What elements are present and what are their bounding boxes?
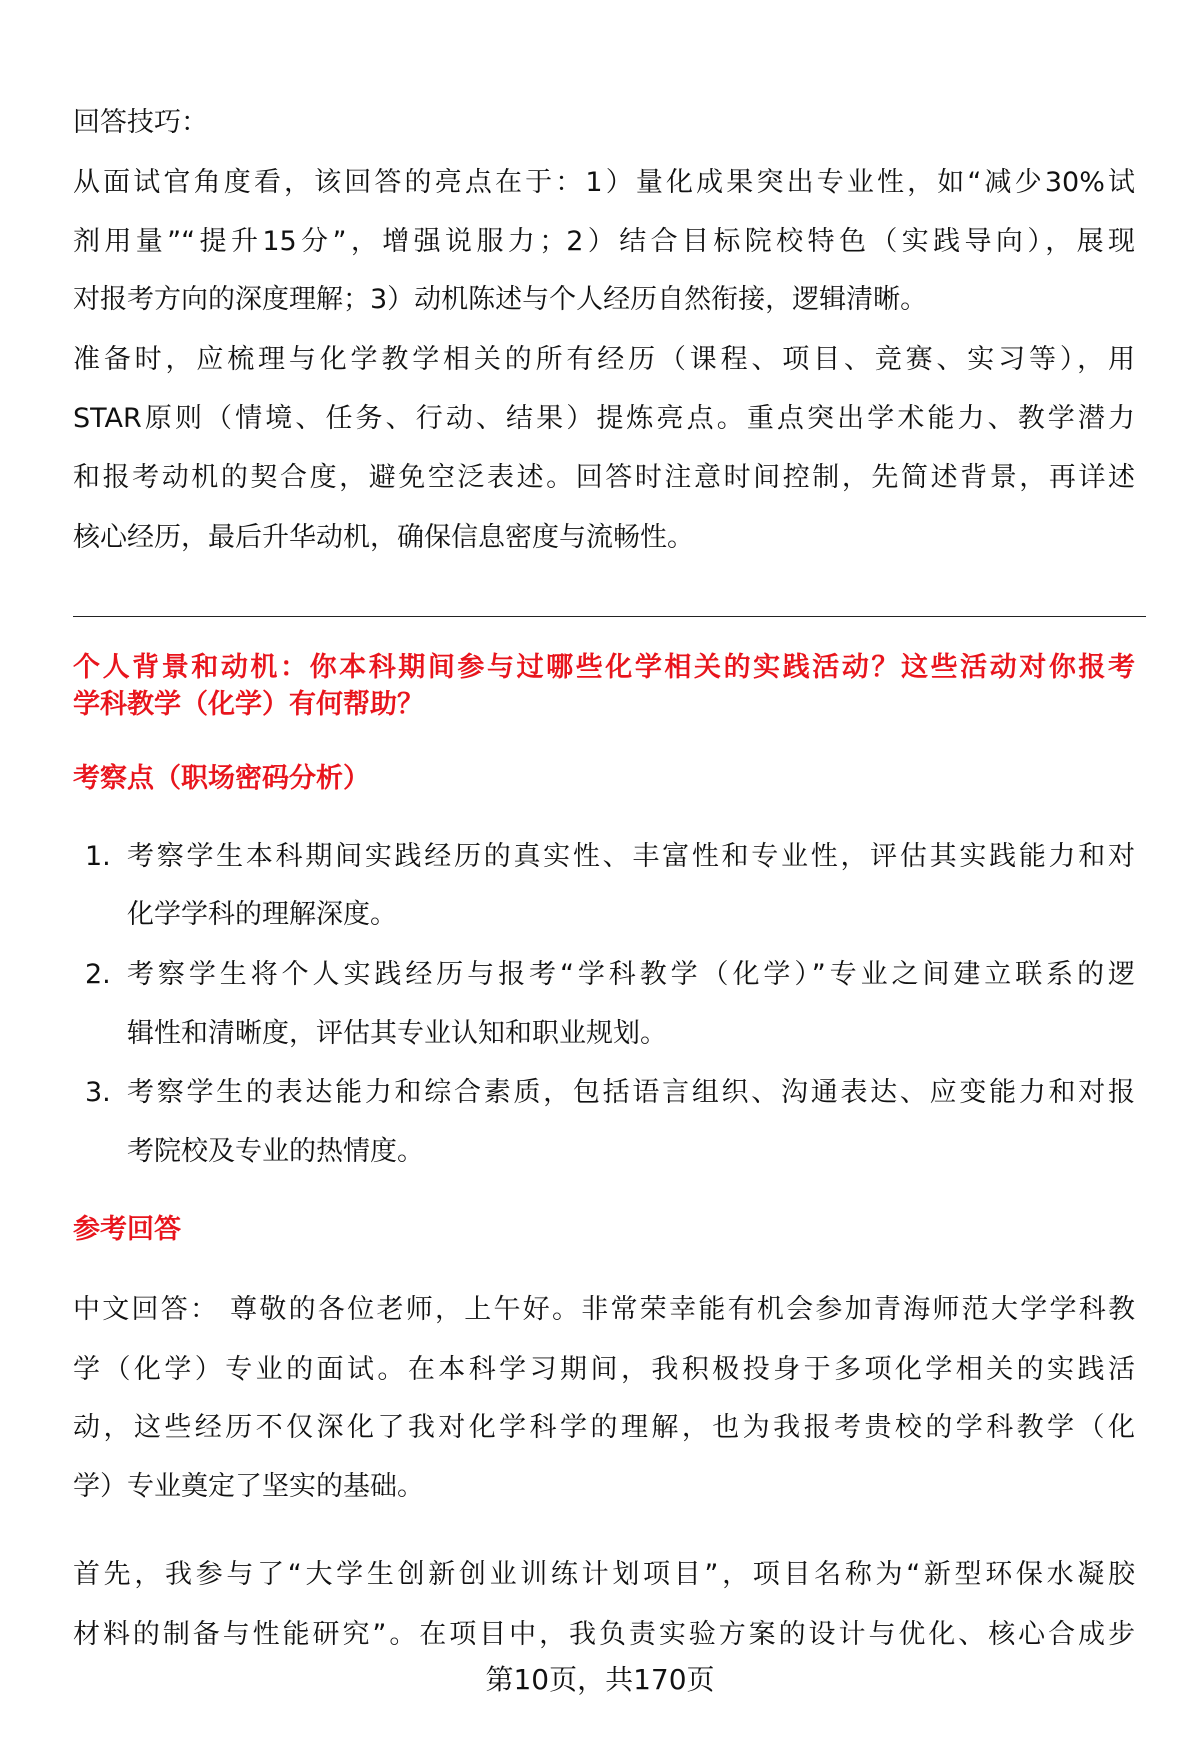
points-title: 考察点（职场密码分析） xyxy=(73,763,370,794)
divider xyxy=(73,616,1146,617)
page-number: 第10页，共170页 xyxy=(485,1663,715,1696)
answer-title: 参考回答 xyxy=(73,1214,181,1245)
tips-title: 回答技巧： xyxy=(73,107,208,138)
